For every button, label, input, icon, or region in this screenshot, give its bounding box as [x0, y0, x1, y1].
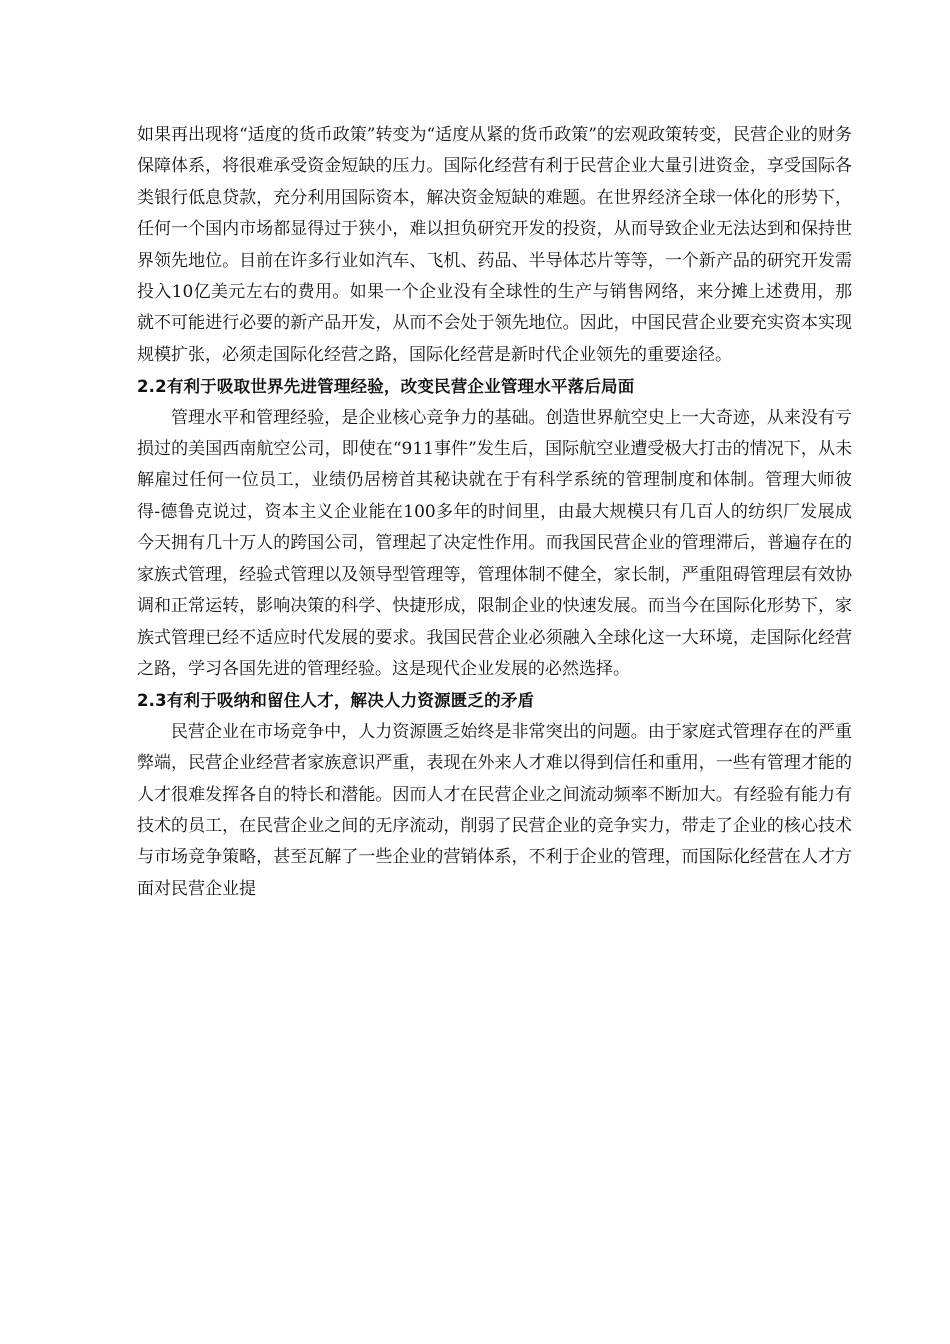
section-heading-2-2: 2.2有利于吸取世界先进管理经验，改变民营企业管理水平落后局面 — [137, 377, 635, 397]
paragraph-capital: 如果再出现将“适度的货币政策”转变为“适度从紧的货币政策”的宏观政策转变，民营企业的财务保障体系，将很难承受资金短缺的压力。国际化经营有利于民营企业大量引进资金，享受国际各类银行低息贷款，充分利用国际资本，解决资金短缺的难题。在世界经济全球一体化的形势下，任何一个国内市场都显得过于狭小，难以担负研究开发的投资，从而导致企业无法达到和保持世界领先地位。目前在许多行业如汽车、飞机、药品、半导体芯片等等，一个新产品的研究开发需投入10亿美元左右的费用。如果一个企业没有全球性的生产与销售网络，来分摊上述费用，那就不可能进行必要的新产品开发，从而不会处于领先地位。因此，中国民营企业要充实资本实现规模扩张，必须走国际化经营之路，国际化经营是新时代企业领先的重要途径。 — [137, 125, 852, 365]
paragraph-talent: 民营企业在市场竞争中，人力资源匮乏始终是非常突出的问题。由于家庭式管理存在的严重弊端，民营企业经营者家族意识严重，表现在外来人才难以得到信任和重用，一些有管理才能的人才很难发挥各自的特长和潜能。因而人才在民营企业之间流动频率不断加大。有经验有能力有技术的员工，在民营企业之间的无序流动，削弱了民营企业的竞争实力，带走了企业的核心技术与市场竞争策略，甚至瓦解了一些企业的营销体系，不利于企业的管理，而国际化经营在人才方面对民营企业提 — [137, 721, 852, 899]
section-heading-2-3: 2.3有利于吸纳和留住人才，解决人力资源匮乏的矛盾 — [137, 691, 535, 711]
document-body — [137, 120, 852, 905]
paragraph-management: 管理水平和管理经验，是企业核心竞争力的基础。创造世界航空史上一大奇迹，从来没有亏损过的美国西南航空公司，即使在“911事件”发生后，国际航空业遭受极大打击的情况下，从未解雇过任何一位员工，业绩仍居榜首其秘诀就在于有科学系统的管理制度和体制。管理大师彼得-德鲁克说过，资本主义企业能在100多年的时间里，由最大规模只有几百人的纺织厂发展成今天拥有几十万人的跨国公司，管理起了决定性作用。而我国民营企业的管理滞后，普遍存在的家族式管理，经验式管理以及领导型管理等，管理体制不健全，家长制，严重阻碍管理层有效协调和正常运转，影响决策的科学、快捷形成，限制企业的快速发展。而当今在国际化形势下，家族式管理已经不适应时代发展的要求。我国民营企业必须融入全球化这一大环境，走国际化经营之路，学习各国先进的管理经验。这是现代企业发展的必然选择。 — [137, 407, 852, 679]
